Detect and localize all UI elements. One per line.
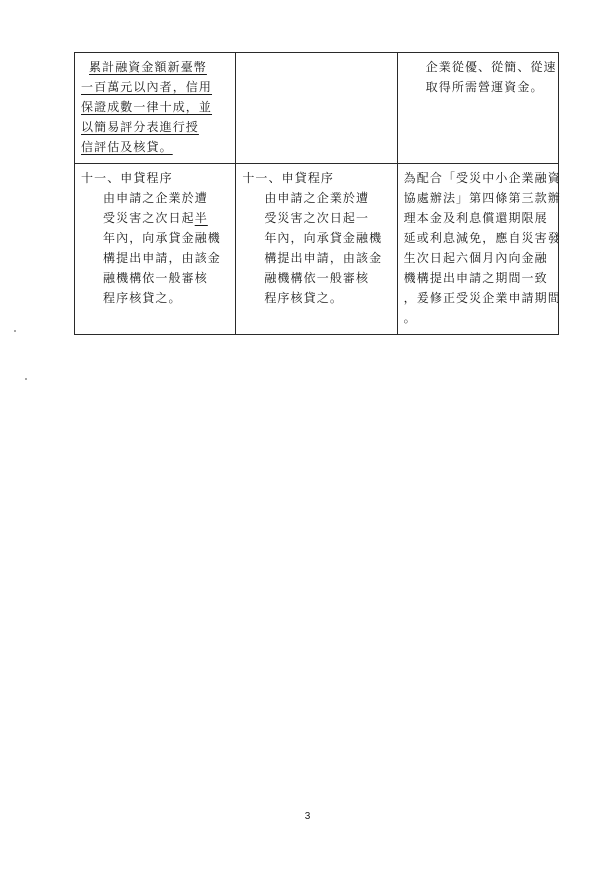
current-provision-line: 受災害之次日起一: [264, 211, 370, 225]
amendment-comparison-table: [74, 52, 559, 335]
section-heading: 十一、申貸程序: [81, 171, 173, 185]
explanation-cell: [397, 53, 558, 164]
current-provision-line: 融機構依一般審核: [264, 271, 370, 285]
explanation-line: 企業從優、從簡、從速: [425, 60, 557, 74]
explanation-line: 取得所需營運資金。: [425, 80, 544, 94]
new-provision-line: 一百萬元以內者，信用: [81, 80, 213, 94]
explanation-cell: [397, 164, 561, 335]
explanation-line: 為配合「受災中小企業融資: [403, 171, 561, 185]
page-number: 3: [304, 811, 311, 822]
current-provision-cell: [236, 53, 397, 164]
scan-speck: [14, 330, 16, 332]
new-provision-line: 以簡易評分表進行授: [81, 120, 199, 134]
explanation-line: 理本金及利息償還期限展: [403, 211, 548, 225]
new-provision-cell: [75, 164, 236, 335]
new-provision-line: 受災害之次日起半: [103, 211, 208, 225]
explanation-line: 機構提出申請之期間一致: [403, 271, 548, 285]
new-provision-line: 信評估及核貸。: [81, 140, 173, 154]
new-provision-line: 程序核貸之。: [103, 291, 182, 305]
new-provision-line: 構提出申請，由該金: [103, 251, 221, 265]
table-row: [75, 164, 559, 335]
explanation-line: 生次日起六個月內向金融: [403, 251, 548, 265]
table-row: [75, 53, 559, 164]
current-provision-line: 年內，向承貸金融機: [264, 231, 383, 245]
current-provision-cell: [236, 164, 397, 335]
new-provision-line: 累計融資金額新臺幣: [89, 60, 207, 74]
current-provision-line: 程序核貸之。: [264, 291, 343, 305]
explanation-line: 延或利息減免，應自災害發: [403, 231, 561, 245]
section-heading: 十一、申貸程序: [242, 171, 335, 185]
current-provision-line: 由申請之企業於遭: [264, 191, 370, 205]
explanation-line: ，爰修正受災企業申請期間: [403, 291, 561, 305]
new-provision-line: 融機構依一般審核: [103, 271, 208, 285]
current-provision-line: 構提出申請，由該金: [264, 251, 383, 265]
new-provision-cell: [75, 53, 236, 164]
explanation-line: 。: [403, 311, 417, 325]
explanation-line: 協處辦法」第四條第三款辦: [403, 191, 561, 205]
new-provision-line: 年內，向承貸金融機: [103, 231, 221, 245]
scan-speck: [25, 378, 27, 380]
new-provision-line: 保證成數一律十成，並: [81, 100, 213, 114]
new-provision-line: 由申請之企業於遭: [103, 191, 208, 205]
